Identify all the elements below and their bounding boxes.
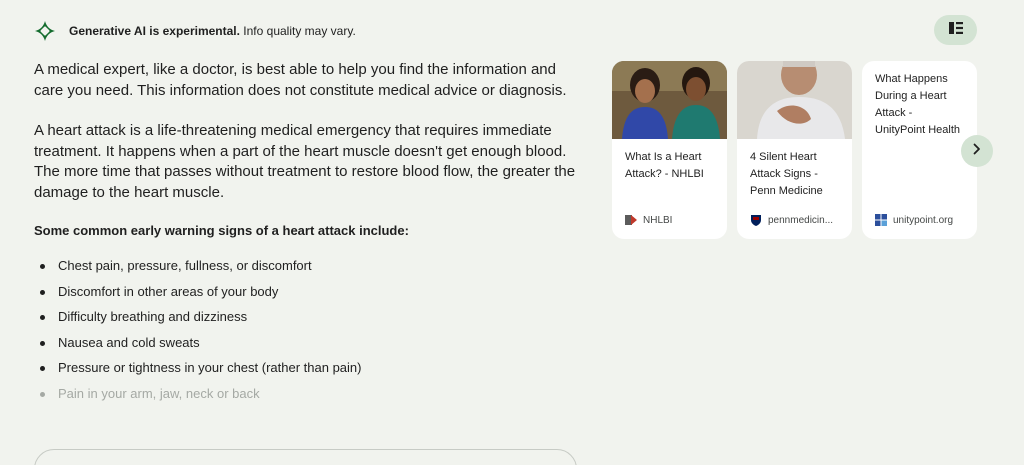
chevron-right-icon	[972, 142, 982, 160]
list-item: Difficulty breathing and dizziness	[34, 309, 579, 325]
nhlbi-logo-icon	[625, 214, 637, 226]
paragraph-disclaimer: A medical expert, like a doctor, is best able to help you find the information and care you need. This information does not constitute medical advice or diagnosis.	[34, 61, 567, 99]
list-item: Chest pain, pressure, fullness, or discomfort	[34, 258, 579, 274]
source-card-nhlbi[interactable]	[612, 61, 727, 239]
disclaimer-rest-text: Info quality may vary.	[239, 24, 356, 38]
layout-list-icon	[949, 21, 963, 39]
card-title: What Is a Heart Attack? - NHLBI	[625, 151, 704, 180]
card-source-name: unitypoint.org	[893, 214, 954, 226]
warning-signs-heading: Some common early warning signs of a heart attack include:	[34, 223, 409, 238]
ai-sparkle-icon	[34, 20, 56, 42]
card-title: What Happens During a Heart Attack - UnityPoint Health	[875, 73, 960, 136]
follow-up-input[interactable]	[34, 449, 577, 465]
ai-overview-content	[34, 60, 579, 412]
list-item: Pain in your arm, jaw, neck or back	[34, 386, 579, 402]
list-item: Discomfort in other areas of your body	[34, 284, 579, 300]
source-card-penn-medicine[interactable]	[737, 61, 852, 239]
penn-shield-icon	[750, 214, 762, 226]
next-sources-button[interactable]	[961, 135, 993, 167]
card-title: 4 Silent Heart Attack Signs - Penn Medicine	[750, 151, 823, 197]
list-item: Pressure or tightness in your chest (rather than pain)	[34, 360, 579, 376]
card-thumbnail	[612, 61, 727, 139]
source-card-unitypoint[interactable]	[862, 61, 977, 239]
list-item: Nausea and cold sweats	[34, 335, 579, 351]
paragraph-definition: A heart attack is a life-threatening medical emergency that requires immediate treatment. It happens when a part of the heart muscle doesn't get enough blood. The more time that passes without treatment to restore blood flow, the greater the damage to the heart muscle.	[34, 122, 576, 201]
ai-disclaimer-header	[34, 18, 594, 44]
card-source-name: NHLBI	[643, 214, 673, 226]
layout-toggle-button[interactable]	[934, 15, 977, 45]
unitypoint-logo-icon	[875, 214, 887, 226]
card-source-name: pennmedicin...	[768, 214, 834, 226]
warning-signs-list	[34, 258, 579, 402]
disclaimer-bold-text: Generative AI is experimental.	[69, 24, 240, 38]
card-thumbnail	[737, 61, 852, 139]
